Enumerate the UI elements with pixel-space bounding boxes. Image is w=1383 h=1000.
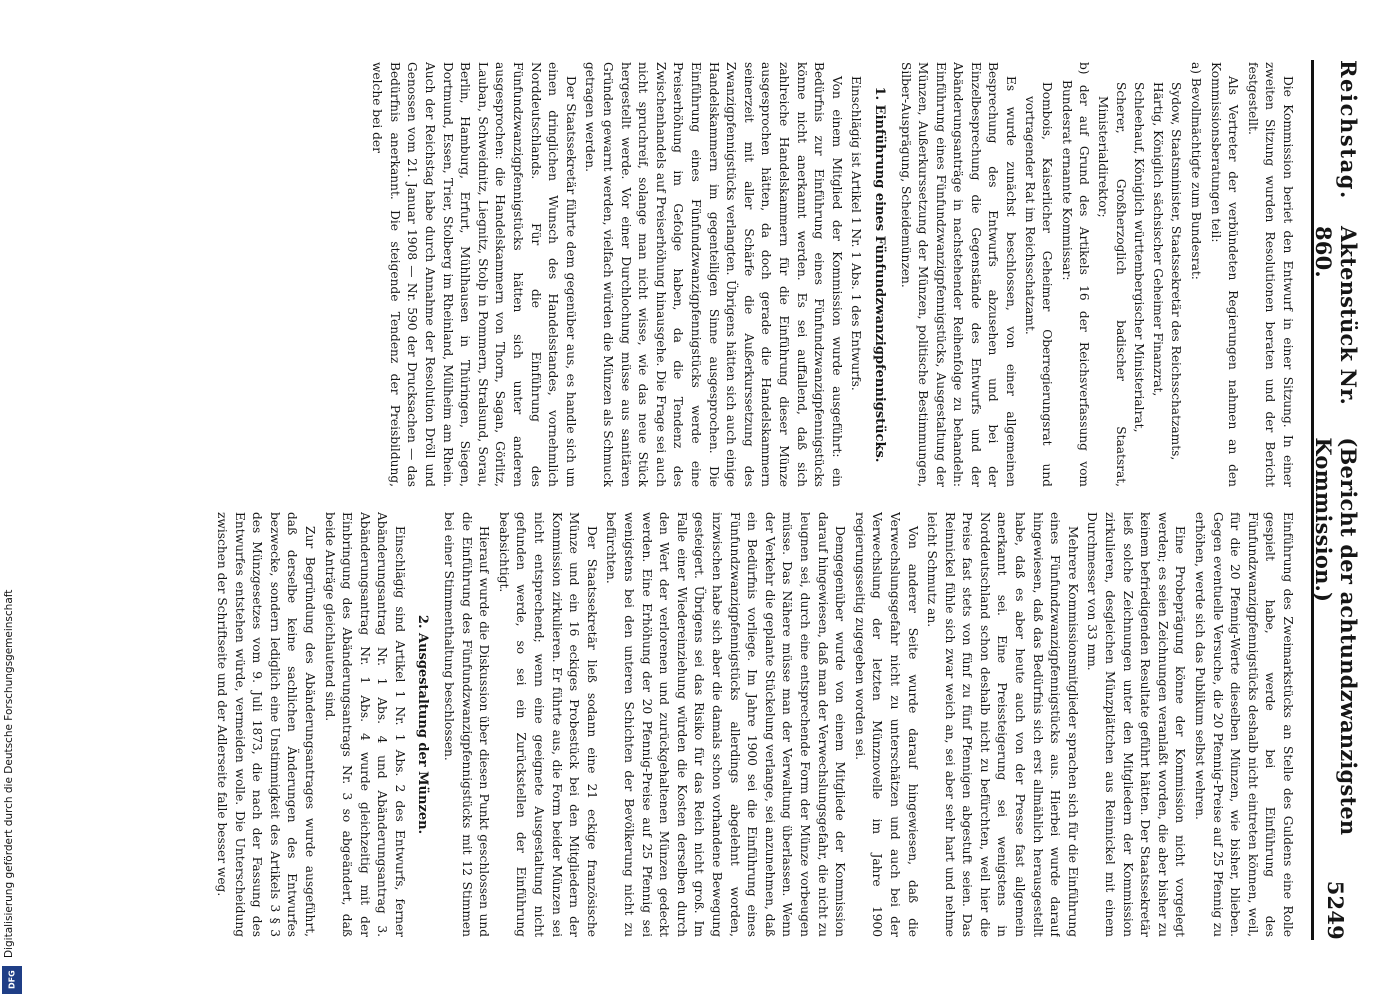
paragraph: Einschlägig sind Artikel 1 Nr. 1 Abs. 2 des Entwurfs, ferner Abänderungsantrag Nr. 1 Abs. 4 und Abänderungsantrag 3. Abänderungsantrag Nr. 1 Abs. 4 wurde gleichzeitig mit der Einbringung des Abänderungsantrags Nr. 3 so abgeändert, daß beide Anträge gleichlautend sind. [322,512,407,937]
document-page [88,0,1368,1000]
header-subtitle: (Bericht der achtundzwanzigsten Kommission.) [1311,437,1361,836]
list-item-a: a) Bevollmächtigte zum Bundesrat: [1189,62,1204,280]
page-header [1311,60,1361,940]
header-document-number: Aktenstück Nr. 860. [1311,225,1361,406]
paragraph: Der Staatssekretär ließ sodann eine 21 eckige französische Münze und ein 16 eckiges Probestück bei den Mitgliedern der Kommission zirkulieren. Er führte aus, die Form beider Münzen sei nicht entsprechend; wenn eine geeignete Ausgestaltung nicht gefunden werde, so sei ein Zurückstellen der Einführung beabsichtigt. [496,512,599,937]
header-reichstag-label: Reichstag. [1336,60,1361,200]
paragraph: Von anderer Seite wurde darauf hingewiesen, daß die Verwechslungsgefahr nicht zu unterschätzen und auch bei der Verwechslung der letzten Münznovelle im Jahre 1900 regierungsseitig zugegeben worden sei. [852,512,920,937]
list-item-b: b) der auf Grund des Artikels 16 der Reichsverfassung vom Bundesrat ernannte Kommissar: [1059,62,1092,487]
page-number: 5249 [1323,880,1349,940]
right-column [116,512,1296,937]
paragraph: Es wurde zunächst beschlossen, von einer allgemeinen Besprechung des Entwurfs abzusehen und bei der Einzelbesprechung die Gegenstände des Entwurfs und der Abänderungsanträge in nachstehender Reihenfolge zu behandeln: Einführung eines Fünfundzwanzigpfennigstücks, Ausgestaltung der Münzen, Außerkurssetzung der Münzen, politische Bestimmungen, Silber-Ausprägung, Scheidemünzen. [898,62,1019,487]
list-subitem: Härtig, Königlich sächsischer Geheimer Finanzrat, [1150,82,1165,397]
paragraph: Mehrere Kommissionsmitglieder sprachen sich für die Einführung eines Fünfundzwanzigpfennigstücks aus. Hierbei wurde darauf hingewiesen, daß das Bedürfnis sich erst allmählich herausgestellt habe, daß es aber heute auch von der Presse fast allgemein anerkannt sei. Eine Preissteigerung sei wenigstens in Norddeutschland schon deshalb nicht zu befürchten, weil hier die Preise fast stets von fünf zu fünf Pfennigen abgestuft seien. Das Reinnickel fühle sich zwar weich an, sei aber sehr hart und nehme leicht Schmutz an. [925,512,1080,937]
list-subitem: Dombois, Kaiserlicher Geheimer Oberregierungsrat und vortragender Rat im Reichsschatzamt. [1022,82,1055,487]
rotated-page-content [88,0,1368,1000]
paragraph: Der Staatssekretär führte dem gegenüber aus, es handle sich um einen dringlichen Wunsch des Handelsstandes, vornehmlich Norddeutschlands. Für die Einführung des Fünfundzwanzigpfennigstücks hätten sich unter anderen ausgesprochen: die Handelskammern von Thorn, Sagan, Görlitz, Lauban, Schweidnitz, Liegnitz, Stolp in Pommern, Stralsund, Sorau, Berlin, Hamburg, Erfurt, Mühlhausen in Thüringen, Siegen, Dortmund, Essen, Trier, Stolberg im Rheinland, Mülheim am Rhein. Auch der Reichstag habe durch Annahme der Resolution Dröll und Genossen vom 21. Januar 1908 — Nr. 590 der Drucksachen — das Bedürfnis anerkannt. Die steigende Tendenz der Preisbildung, welche bei der [370,62,578,487]
left-column [116,62,1296,487]
paragraph: Von einem Mitglied der Kommission wurde ausgeführt: ein Bedürfnis zur Einführung eines Fünfundzwanzigpfennigstücks könne nicht anerkannt werden. Es sei auffallend, daß sich zahlreiche Handelskammern für die Einführung dieser Münze ausgesprochen hätten, da doch gerade die Handelskammern seinerzeit mit aller Schärfe die Außerkurssetzung des Zwanzigpfennigstücks verlangten. Übrigens hätten sich auch einige Handelskammern im gegenteiligen Sinne ausgesprochen. Die Einführung eines Fünfundzwanzigpfennigstücks werde eine Preiserhöhung im Gefolge haben, da die Tendenz des Zwischenhandels auf Preiserhöhung hinausgehe. Die Frage sei auch nicht spruchreif, solange man nicht wisse, wie das neue Stück hergestellt werde. Vor einer Durchlochung müsse aus sanitären Gründen gewarnt werden, vielfach würden die Münzen als Schmuck getragen werden. [583,62,844,487]
section-heading-2: 2. Ausgestaltung der Münzen. [415,614,431,835]
paragraph: Eine Probeprägung könne der Kommission nicht vorgelegt werden; es seien Zeichnungen veranlaßt worden, die aber bisher zu keinem befriedigenden Resultate geführt hätten. Der Staatssekretär ließ solche Zeichnungen unter den Mitgliedern der Kommission zirkulieren, desgleichen Münzplättchen aus Reinnickel mit einem Durchmesser von 33 mm. [1085,512,1188,937]
section-heading-1: 1. Einführung eines Fünfundzwanzigpfennigstücks. [871,86,887,463]
list-subitem: Schleehauf, Königlich württembergischer Ministerialrat, [1132,82,1147,433]
paragraph: Die Kommission beriet den Entwurf in einer Sitzung. In einer zweiten Sitzung wurden Resolutionen beraten und der Bericht festgestellt. [1245,62,1295,487]
header-left-group [1311,60,1361,881]
paragraph: Demgegenüber wurde von einem Mitgliede der Kommission darauf hingewiesen, daß man der Verwechslungsgefahr, die nicht zu leugnen sei, durch eine entsprechende Form der Münze vorbeugen müsse. Das Nähere müsse man der Verwaltung überlassen. Wenn der Verkehr die geplante Stückelung verlange, sei anzunehmen, daß ein Bedürfnis vorliege. Im Jahre 1900 sei die Einführung eines Fünfundzwanzigpfennigstücks allerdings abgelehnt worden, inzwischen habe sich aber die damals schon vorhandene Bewegung gesteigert. Übrigens sei das Risiko für das Reich nicht groß. Im Falle einer Wiedereinziehung würden die Kosten derselben durch den Wert der verlorenen und zurückgehaltenen Münzen gedeckt werden. Eine Erhöhung der 20 Pfennig-Preise auf 25 Pfennig sei wenigstens bei den unteren Schichten der Bevölkerung nicht zu befürchten. [604,512,848,937]
dfg-logo: DFG [2,966,22,994]
digitization-sidebar [0,0,26,1000]
digitization-credit: Digitalisierung gefördert durch die Deutsche Forschungsgemeinschaft [3,589,15,958]
paragraph: Einführung des Zweimarkstücks an Stelle des Guldens eine Rolle gespielt habe, werde bei Einführung des Fünfundzwanzigpfennigstücks deshalb nicht eintreten können, weil, für die 20 Pfennig-Werte dieselben Münzen, wie bisher, blieben. Gegen eventuelle Versuche, die 20 Pfennig-Preise auf 25 Pfennig zu erhöhen, werde sich das Publikum selbst wehren. [1193,512,1295,937]
paragraph: Als Vertreter der verbündeten Regierungen nahmen an den Kommissionsberatungen teil: [1208,62,1241,487]
list-subitem: Sydow, Staatsminister, Staatssekretär des Reichsschatzamts, [1169,82,1184,461]
paragraph: Zur Begründung des Abänderungsantrages wurde ausgeführt, daß derselbe keine sachlichen Änderungen des Entwurfes bezwecke, sondern lediglich eine Unstimmigkeit des Artikels 3 § 3 des Münzgesetzes vom 9. Juli 1873, die nach der Fassung des Entwurfes entstehen würde, vermeiden wolle. Die Unterscheidung zwischen der Schriftseite und der Adlerseite falle besser weg. [214,512,317,937]
list-subitem: Scherer, Großherzoglich badischer Staatsrat, Ministerialdirektor; [1096,82,1128,487]
paragraph: Einschlägig ist Artikel 1 Nr. 1 Abs. 1 des Entwurfs. [849,76,864,391]
paragraph: Hierauf wurde die Diskussion über diesen Punkt geschlossen und die Einführung des Fünfundzwanzigpfennigstücks mit 12 Stimmen bei einer Stimmenthaltung beschlossen. [442,512,492,937]
